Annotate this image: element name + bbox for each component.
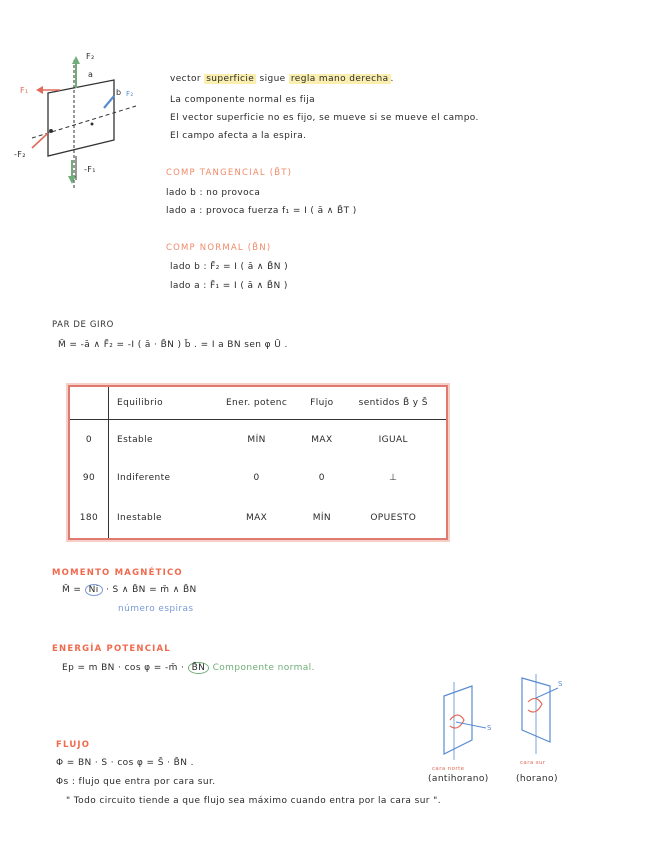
par-giro-formula: M̄ = -ā ∧ F̄₂ = -I ( ā · B̄N ) b̄ . = I a BN sen φ Ū . — [58, 340, 288, 350]
label-a: a — [88, 70, 94, 79]
south-face-small-caption: cara sur — [520, 760, 546, 766]
spires-circle: Ni — [85, 584, 103, 596]
label-minus-f2: -F₂ — [14, 150, 26, 159]
loop-force-diagram — [14, 48, 154, 198]
table-cell: Inestable — [117, 512, 162, 523]
flujo-equation: Φ = BN · S · cos φ = S̄ · B̄N . — [56, 758, 194, 768]
label-f1-left: F₁ — [20, 86, 29, 95]
table-cell: MAX — [245, 512, 268, 523]
table-cell: 180 — [69, 498, 109, 539]
bn-circle: B̄N — [188, 662, 210, 674]
table-cell: ⊥ — [389, 473, 398, 484]
svg-text:S: S — [558, 680, 563, 688]
table-cell: IGUAL — [378, 434, 408, 445]
table-header-cell: sentidos B̄ y S̄ — [341, 386, 447, 420]
south-face-caption: (horano) — [516, 774, 558, 784]
field-arrow — [104, 96, 114, 108]
table-cell: 0 — [253, 473, 260, 484]
table-cell: Estable — [117, 434, 153, 445]
intro-line-1: vector superficie sigue regla mano derecha . — [170, 74, 394, 84]
label-f2-right: F₂ — [126, 90, 134, 98]
table-row — [69, 420, 447, 460]
energia-note: Componente normal. — [212, 663, 315, 673]
momento-title: MOMENTO MAGNÉTICO — [52, 568, 183, 578]
north-face-small-caption: cara norte — [432, 766, 465, 772]
intro-line-2: La componente normal es fija — [170, 95, 316, 105]
equilibrium-table — [68, 385, 448, 540]
table-header-cell: Ener. potenc — [210, 386, 303, 420]
svg-text:S: S — [487, 724, 492, 732]
comp-tangencial-title: COMP TANGENCIAL (B̄T) — [166, 168, 293, 178]
flujo-definition: Φs : flujo que entra por cara sur. — [56, 777, 216, 787]
table-cell: OPUESTO — [370, 512, 417, 523]
south-face-figure — [514, 672, 570, 756]
north-face-caption: (antihorano) — [428, 774, 489, 784]
momento-equation: M̄ = Ni · S ∧ B̄N = m̄ ∧ B̄N — [62, 585, 197, 595]
label-b: b — [116, 88, 122, 97]
table-header-cell: Equilibrio — [109, 386, 211, 420]
table-row — [69, 498, 447, 539]
table-cell: 0 — [69, 420, 109, 460]
table-cell: MÍN — [312, 512, 332, 523]
energia-title: ENERGÍA POTENCIAL — [52, 644, 171, 654]
table-header-row — [69, 386, 447, 420]
comp-normal-line-1: lado b : F̄₂ = I ( ā ∧ B̄N ) — [170, 262, 288, 272]
table-cell: 90 — [69, 459, 109, 497]
table-header-cell — [69, 386, 109, 420]
comp-normal-title: COMP NORMAL (B̄N) — [166, 243, 272, 253]
table-cell: 0 — [318, 473, 325, 484]
table-row — [69, 459, 447, 497]
intro-line-4: El campo afecta a la espira. — [170, 131, 307, 141]
label-minus-f1: -F₁ — [84, 165, 96, 174]
comp-tangencial-line-2: lado a : provoca fuerza f₁ = I ( ā ∧ B̄T ) — [166, 206, 357, 216]
flujo-quote: " Todo circuito tiende a que flujo sea máximo cuando entra por la cara sur ". — [66, 796, 441, 806]
table-cell: MAX — [311, 434, 333, 445]
north-face-figure — [434, 680, 494, 762]
momento-note: número espiras — [118, 604, 194, 614]
label-f2-top: F₂ — [86, 52, 95, 61]
table-header-cell: Flujo — [303, 386, 340, 420]
loop-shape — [48, 80, 114, 156]
table-cell: Indiferente — [117, 473, 171, 484]
energia-equation: Ep = m BN · cos φ = -m̄ · B̄N Componente normal. — [62, 663, 315, 673]
flujo-title: FLUJO — [56, 740, 91, 750]
intro-line-3: El vector superficie no es fijo, se mueve si se mueve el campo. — [170, 113, 479, 123]
comp-normal-line-2: lado a : F̄₁ = I ( ā ∧ B̄N ) — [170, 281, 288, 291]
comp-tangencial-line-1: lado b : no provoca — [166, 188, 261, 198]
table-cell: MÍN — [247, 434, 266, 445]
par-giro-title: PAR DE GIRO — [52, 320, 114, 330]
